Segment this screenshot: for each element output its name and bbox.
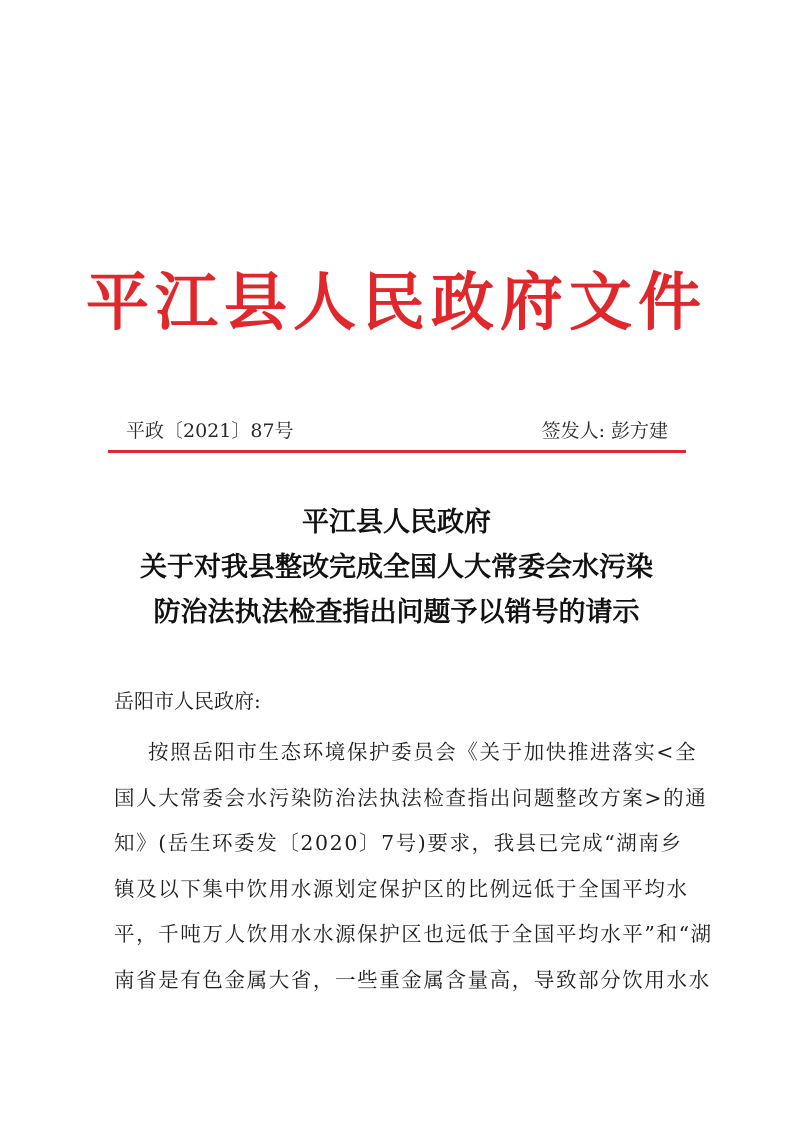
body-line: 南省是有色金属大省，一些重金属含量高，导致部分饮用水水 xyxy=(114,967,711,992)
signer-label: 签发人: xyxy=(541,420,605,442)
signer-block xyxy=(542,414,668,448)
body-line: 国人大常委会水污染防治法执法检查指出问题整改方案>的通 xyxy=(114,785,708,810)
body-paragraph xyxy=(114,730,713,1003)
document-masthead: 平江县人民政府文件 xyxy=(86,265,707,339)
body-line: 知》(岳生环委发〔2020〕7号)要求，我县已完成“湖南乡 xyxy=(114,831,683,855)
title-line: 关于对我县整改完成全国人大常委会水污染 xyxy=(140,552,653,583)
signer-name: 彭方建 xyxy=(610,420,668,442)
document-title xyxy=(0,500,793,635)
body-line: 平，千吨万人饮用水水源保护区也远低于全国平均水平”和“湖 xyxy=(114,922,713,946)
red-divider-rule xyxy=(108,450,686,453)
title-line: 平江县人民政府 xyxy=(302,507,491,538)
addressee: 岳阳市人民政府: xyxy=(114,689,261,713)
document-number: 平政〔2021〕87号 xyxy=(126,420,294,442)
title-line: 防治法执法检查指出问题予以销号的请示 xyxy=(153,597,640,628)
body-line: 按照岳阳市生态环境保护委员会《关于加快推进落实<全 xyxy=(148,740,698,764)
document-meta-row xyxy=(118,414,686,448)
body-line: 镇及以下集中饮用水源划定保护区的比例远低于全国平均水 xyxy=(114,876,689,901)
